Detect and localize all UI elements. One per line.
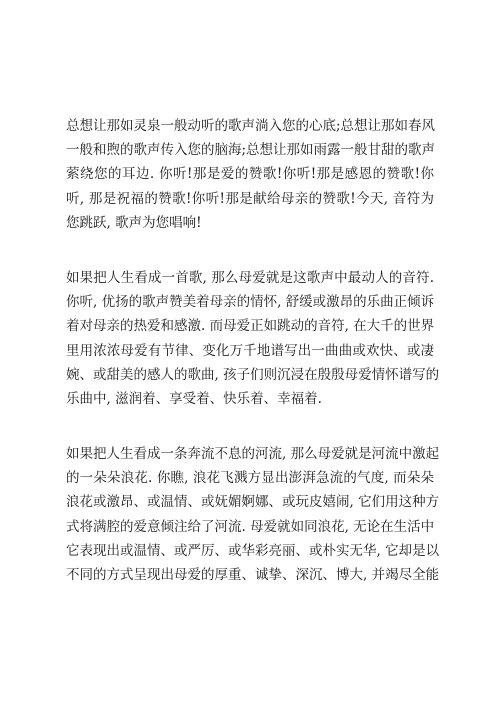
text-line: 萦绕您的耳边. 你听!那是爱的赞歌!你听!那是感恩的赞歌!你 <box>66 166 434 183</box>
text-line: 如果把人生看成一条奔流不息的河流, 那么母爱就是河流中激起 <box>66 446 440 463</box>
paragraph-life-as-river <box>66 442 440 587</box>
text-line: 您跳跃, 歌声为您唱响! <box>66 214 202 231</box>
text-line: 的一朵朵浪花. 你瞧, 浪花飞溅方显出澎湃急流的气度, 而朵朵 <box>66 470 434 487</box>
text-line: 如果把人生看成一首歌, 那么母爱就是这歌声中最动人的音符. <box>66 269 434 286</box>
document-body <box>66 114 440 587</box>
text-line: 你听, 优扬的歌声赞美着母亲的情怀, 舒缓或激昂的乐曲正倾诉 <box>66 294 435 311</box>
text-line: 着对母亲的热爱和感激. 而母爱正如跳动的音符, 在大千的世界 <box>66 318 435 335</box>
paragraph-song-of-praise <box>66 114 434 235</box>
text-line: 不同的方式呈现出母爱的厚重、诚挚、深沉、博大, 并竭尽全能 <box>66 567 440 583</box>
text-line: 听, 那是祝福的赞歌!你听!那是献给母亲的赞歌!今天, 音符为 <box>66 190 434 207</box>
text-line: 一般和煦的歌声传入您的脑海;总想让那如雨露一般甘甜的歌声 <box>66 142 436 159</box>
text-line: 总想让那如灵泉一般动听的歌声淌入您的心底;总想让那如春风 <box>66 118 436 134</box>
paragraph-spacer <box>66 235 434 266</box>
text-line: 它表现出或温情、或严厉、或华彩亮丽、或朴实无华, 它却是以 <box>66 542 440 559</box>
paragraph-life-as-song <box>66 266 440 411</box>
text-line: 浪花或激昂、或温情、或妩媚婀娜、或玩皮嬉闹, 它们用这种方 <box>66 494 440 511</box>
text-line: 乐曲中, 滋润着、享受着、快乐着、幸福着. <box>66 390 322 407</box>
paragraph-spacer <box>66 411 434 442</box>
text-line: 婉、或甜美的感人的歌曲, 孩子们则沉浸在殷殷母爱情怀谱写的 <box>66 366 440 383</box>
text-line: 式将满腔的爱意倾注给了河流. 母爱就如同浪花, 无论在生活中 <box>66 518 435 535</box>
text-line: 里用浓浓母爱有节律、变化万千地谱写出一曲曲或欢快、或凄 <box>66 342 434 359</box>
